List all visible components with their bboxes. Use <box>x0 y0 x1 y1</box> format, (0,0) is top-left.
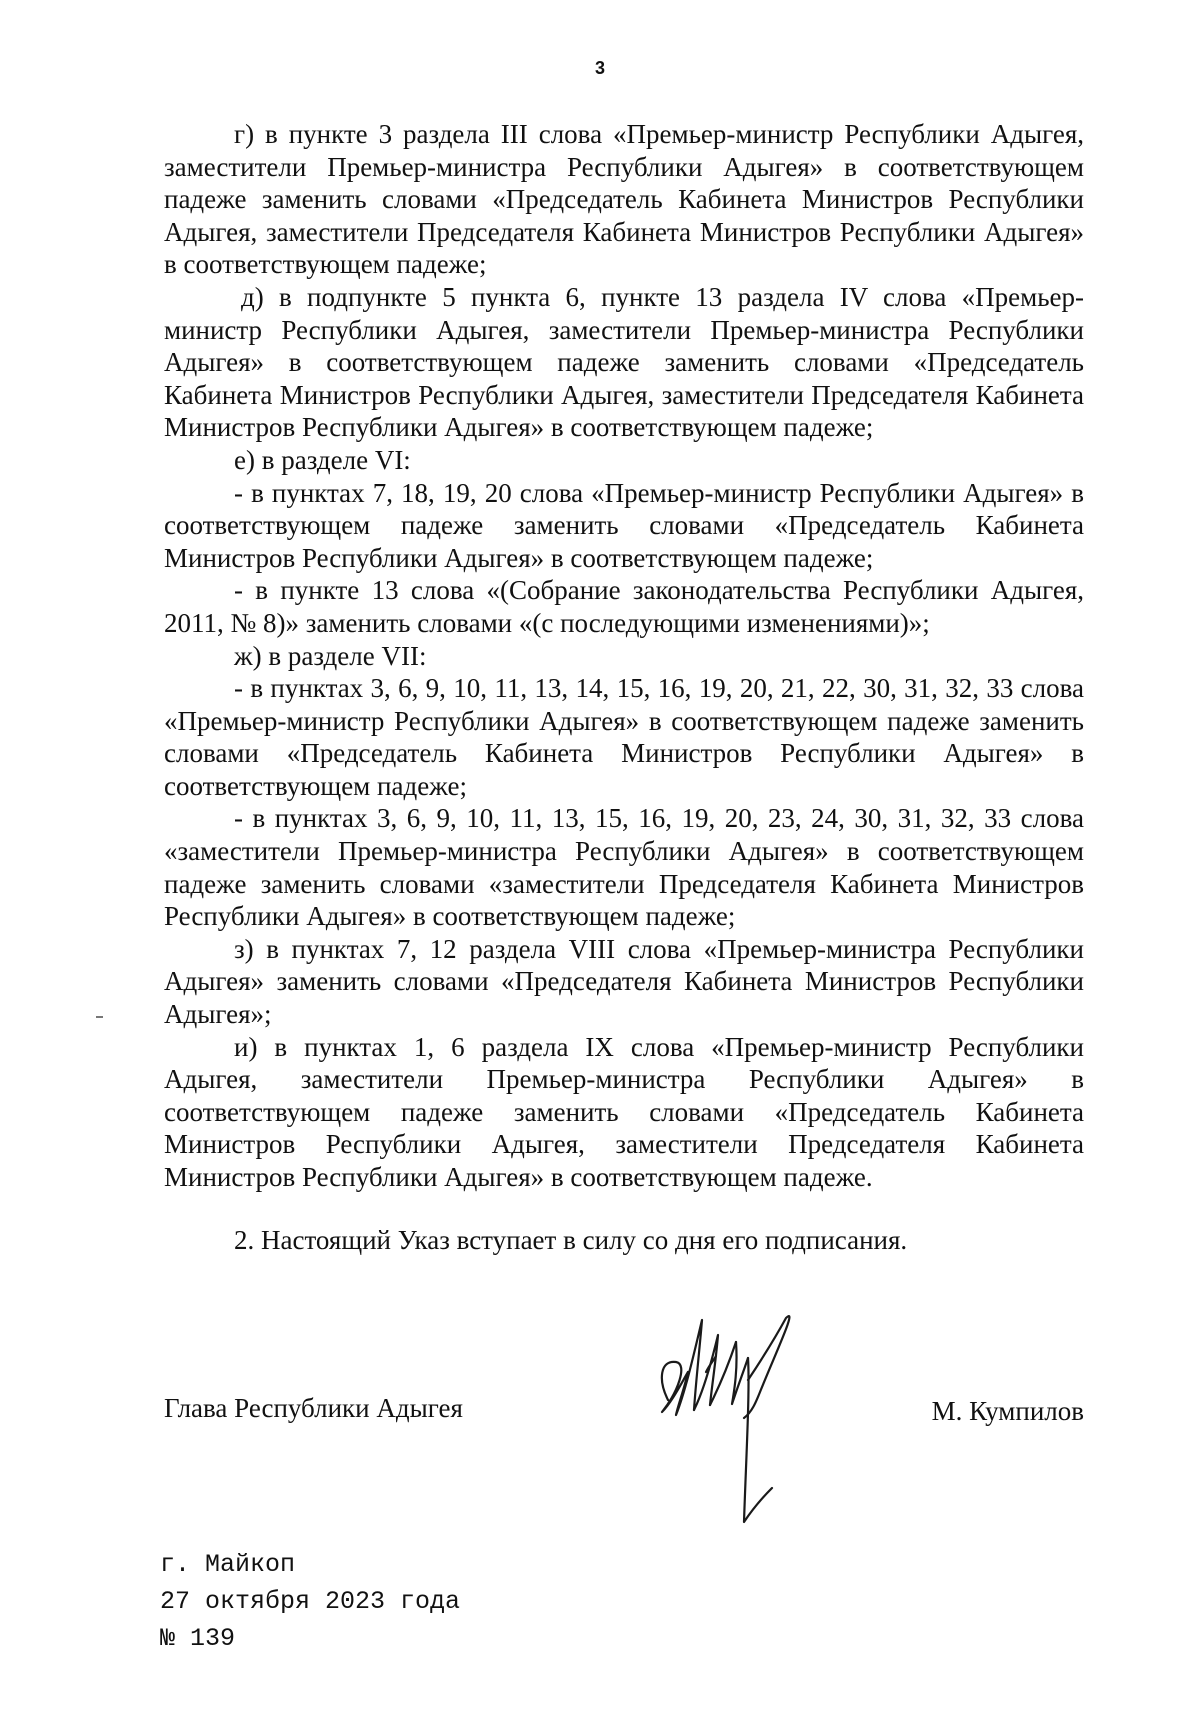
paragraph-zh: ж) в разделе VII: <box>234 640 427 671</box>
signatory-title: Глава Республики Адыгея <box>164 1393 463 1423</box>
paragraph-z: з) в пунктах 7, 12 раздела VIII слова «Премьер-министра Республики Адыгея» заменить словами «Председателя Кабинета Министров Республики Адыгея»; <box>164 933 1084 1030</box>
closing-clause: 2. Настоящий Указ вступает в силу со дня его подписания. <box>234 1224 908 1255</box>
handwritten-signature <box>648 1300 848 1530</box>
paragraph-zh-item-1: - в пунктах 3, 6, 9, 10, 11, 13, 14, 15, 16, 19, 20, 21, 22, 30, 31, 32, 33 слова «Премьер-министр Республики Адыгея» в соответствующем падеже заменить словами «Председатель Кабинета Министров Республики Адыгея» в соответствующем падеже; <box>164 673 1084 801</box>
paragraph-e: е) в разделе VI: <box>234 444 411 475</box>
paragraph-zh-item-2: - в пунктах 3, 6, 9, 10, 11, 13, 15, 16, 19, 20, 23, 24, 30, 31, 32, 33 слова «заместители Премьер-министра Республики Адыгея» в соответствующем падеже заменить словами «заместители Председателя Кабинета Министров Республики Адыгея» в соответствующем падеже; <box>164 803 1084 932</box>
document-body <box>164 118 1084 1256</box>
paragraph-g: г) в пункте 3 раздела III слова «Премьер-министр Республики Адыгея, заместители Премьер-министра Республики Адыгея» в соответствующем падеже заменить словами «Председатель Кабинета Министров Республики Адыгея, заместители Председателя Кабинета Министров Республики Адыгея» в соответствующем падеже; <box>164 119 1084 280</box>
footer-number: № 139 <box>160 1624 236 1653</box>
paragraph-e-item-1: - в пунктах 7, 18, 19, 20 слова «Премьер-министр Республики Адыгея» в соответствующем падеже заменить словами «Председатель Кабинета Министров Республики Адыгея» в соответствующем падеже; <box>164 477 1084 573</box>
footer-city: г. Майкоп <box>160 1550 296 1579</box>
paragraph-i: и) в пунктах 1, 6 раздела IX слова «Премьер-министр Республики Адыгея, заместители Премьер-министра Республики Адыгея» в соответствующем падеже заменить словами «Председатель Кабинета Министров Республики Адыгея, заместители Председателя Кабинета Министров Республики Адыгея» в соответствующем падеже. <box>164 1031 1084 1192</box>
signatory-name: М. Кумпилов <box>931 1396 1084 1426</box>
paragraph-d: д) в подпункте 5 пункта 6, пункте 13 раздела IV слова «Премьер-министр Республики Адыгея, заместители Премьер-министра Республики Адыгея» в соответствующем падеже заменить словами «Председатель Кабинета Министров Республики Адыгея, заместители Председателя Кабинета Министров Республики Адыгея» в соответствующем падеже; <box>164 281 1084 443</box>
footer-date: 27 октября 2023 года <box>160 1587 461 1616</box>
margin-mark <box>96 1016 103 1018</box>
page-number: 3 <box>594 58 605 78</box>
document-footer <box>160 1546 460 1657</box>
paragraph-e-item-2: - в пункте 13 слова «(Собрание законодательства Республики Адыгея, 2011, № 8)» заменить словами «(с последующими изменениями)»; <box>164 575 1084 638</box>
